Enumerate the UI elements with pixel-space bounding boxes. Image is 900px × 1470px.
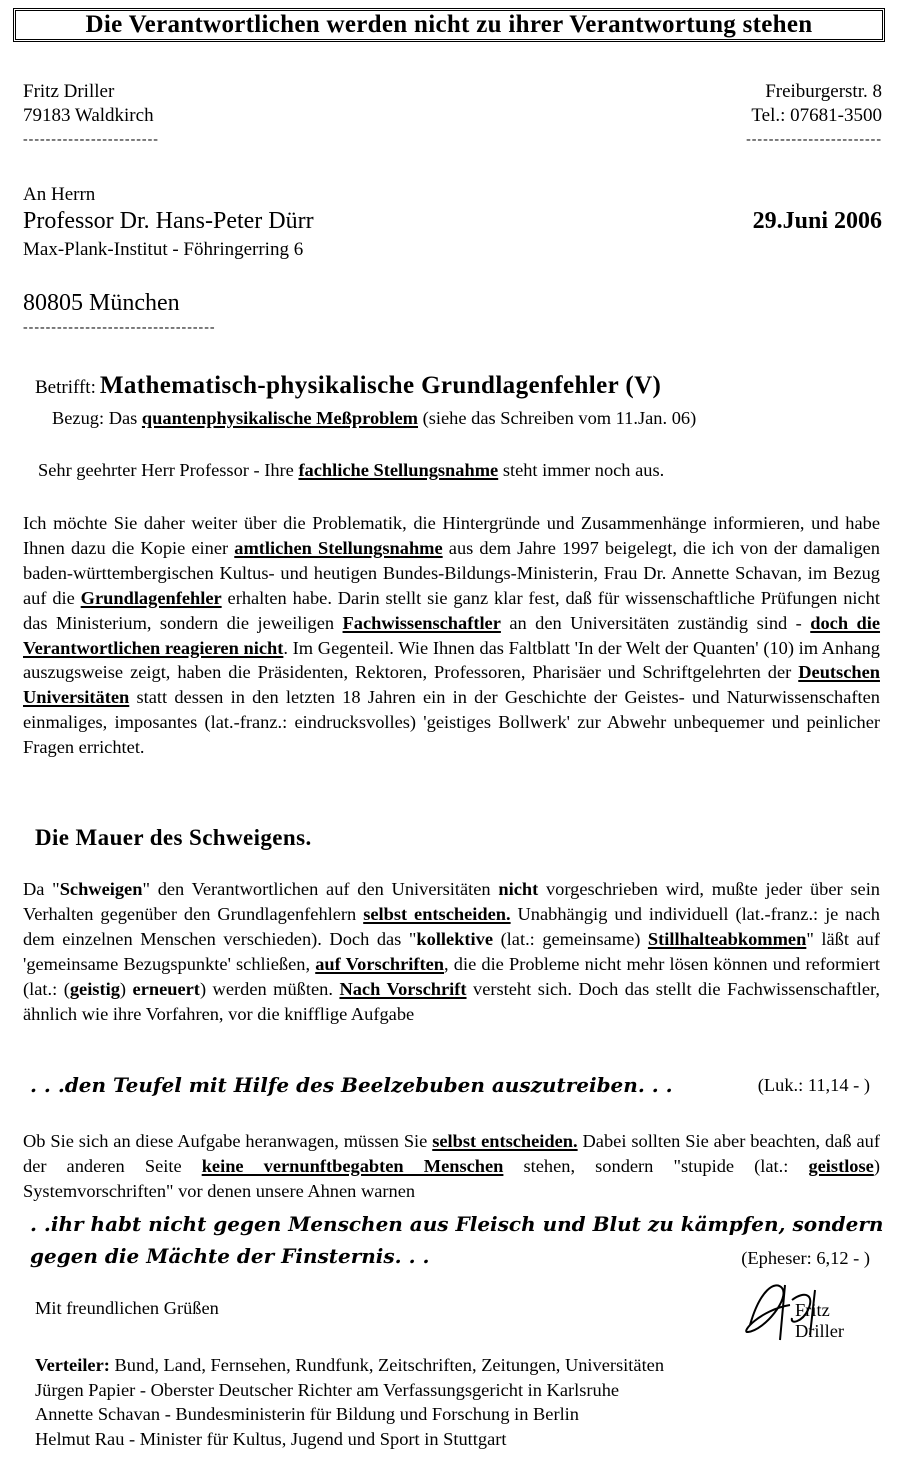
p2-text-a: Da " [23, 879, 60, 899]
reference-post: (siehe das Schreiben vom 11.Jan. 06) [422, 408, 697, 428]
sender-city: 79183 Waldkirch [23, 105, 154, 126]
p1-text-f: statt dessen in den letzten 18 Jahren ein in der Geschichte der Geistes- und Naturwissenschaften einmaliges, imposantes (lat.-franz.: eindrucksvolles) 'geistiges Bollwerk' zur Abwehr unbequemer und peinlicher Fragen errichtet. [23, 687, 880, 758]
greeting-post: steht immer noch aus. [502, 460, 665, 480]
p2-b2: nicht [498, 879, 539, 899]
p3-text-a: Ob Sie sich an diese Aufgabe heranwagen, müssen Sie [23, 1131, 428, 1151]
p2-text-h: ) werden müßten. [199, 978, 333, 999]
signature [720, 1270, 880, 1350]
p2-text-b: " den Verantwortlichen auf den Universitäten [142, 879, 491, 899]
p1-u1: amtlichen Stellungsnahme [234, 537, 443, 558]
subject-label: Betrifft: [35, 377, 96, 398]
signature-name: Fritz Driller [795, 1300, 845, 1341]
paragraph-3 [23, 1129, 880, 1204]
distribution-line-4: Helmut Rau - Minister für Kultus, Jugend und Sport in Stuttgart [35, 1428, 507, 1449]
p2-text-e: (lat.: gemeinsame) [500, 928, 641, 949]
reference-topic: quantenphysikalische Meßproblem [141, 408, 419, 428]
p2-b1: Schweigen [59, 879, 143, 899]
p1-text-d: an den Universitäten zuständig sind - [509, 612, 802, 633]
p3-text-b: Dabei sollten Sie aber beachten, daß auf der anderen Seite [23, 1131, 880, 1176]
subject-line [35, 372, 661, 400]
p2-text-i: versteht sich. Doch das stellt die Fachwissenschaftler, ähnlich wie ihre Vorfahren, vor die knifflige Aufgabe [23, 978, 880, 1024]
distribution-line1: Bund, Land, Fernsehen, Rundfunk, Zeitschriften, Zeitungen, Universitäten [114, 1355, 665, 1375]
p1-text-c: erhalten habe. Darin stellt sie ganz klar fest, daß für wissenschaftliche Prüfungen nicht das Ministerium, sondern die jeweiligen [23, 587, 880, 633]
p2-text-g: , die die Probleme nicht mehr lösen können und reformiert (lat.: ( [23, 953, 880, 999]
p3-u1: selbst entscheiden. [432, 1131, 578, 1151]
p1-text-e: . Im Gegenteil. Wie Ihnen das Faltblatt 'In der Welt der Quanten' (10) im Anhang auszugsweise zeigt, haben die Präsidenten, Rektoren, Professoren, Pharisäer und Schriftgelehrten der [23, 637, 880, 683]
reference-pre: Das [108, 408, 138, 428]
paragraph-2: Da "Schweigen" den Verantwortlichen auf den Universitäten nicht vorgeschrieben wird, mußte jeder über sein Verhalten gegenüber den Grundlagenfehlern selbst entscheiden. Unabhängig und individuell (lat.-franz.: je nach dem einzelnen Menschen verschieden). Doch das "kollektive (lat.: gemeinsame) Stillhalteabkommen" läßt auf 'gemeinsame Bezugspunkte' schließen, auf Vorschriften, die die Probleme nicht mehr lösen können und reformiert (lat.: (geistig) erneuert) werden müßten. Nach Vorschrift versteht sich. Doch das stellt die Fachwissenschaftler, ähnlich wie ihre Vorfahren, vor die knifflige Aufgabe [23, 879, 881, 1024]
p1-u2: Grundlagenfehler [80, 587, 222, 608]
p3-text-c: stehen, sondern "stupide (lat.: [523, 1155, 789, 1176]
p2-u4: Nach Vorschrift [339, 978, 467, 999]
sender-name: Fritz Driller [23, 81, 115, 102]
subject-text: Mathematisch-physikalische Grundlagenfehler (V) [99, 372, 662, 399]
p3-u2: keine vernunftbegabten Menschen [201, 1155, 504, 1176]
p2-b4: geistig [69, 978, 120, 999]
closing: Mit freundlichen Grüßen [35, 1298, 219, 1318]
quote-luke: . . .den Teufel mit Hilfe des Beelzebuben auszutreiben. . . [30, 1073, 673, 1097]
quote-ephesians-2: gegen die Mächte der Finsternis. . . [30, 1244, 430, 1268]
p3-text-d: ) Systemvorschriften" vor denen unsere Ahnen warnen [23, 1155, 880, 1201]
distribution-label: Verteiler: [35, 1355, 110, 1375]
p1-u3: Fachwissenschaftler [342, 612, 501, 633]
greeting [38, 460, 664, 481]
recipient-institute: Max-Plank-Institut - Föhringerring 6 [23, 239, 304, 260]
p2-b3: kollektive [416, 928, 494, 949]
p1-u5: Deutschen Universitäten [23, 662, 880, 708]
distribution-line-1 [35, 1353, 664, 1378]
paragraph-1 [23, 511, 880, 760]
reference-label: Bezug: [52, 408, 105, 428]
sender-phone: Tel.: 07681-3500 [751, 105, 882, 126]
quote-ephesians-1: . .ihr habt nicht gegen Menschen aus Fleisch und Blut zu kämpfen, sondern [30, 1212, 884, 1236]
p1-u4: doch die Verantwortlichen reagieren nicht [23, 612, 881, 658]
p2-b5: erneuert [132, 978, 200, 999]
letter-date: 29.Juni 2006 [752, 208, 882, 234]
distribution [35, 1353, 664, 1451]
p2-text-c: vorgeschrieben wird, mußte jeder über sein Verhalten gegenüber den Grundlagenfehlern [23, 879, 881, 924]
distribution-line-3: Annette Schavan - Bundesministerin für Bildung und Forschung in Berlin [35, 1404, 579, 1424]
p2-text-d: Unabhängig und individuell (lat.-franz.: je nach dem einzelnen Menschen verschieden). Doch das " [23, 903, 880, 949]
recipient-city: 80805 München [23, 290, 180, 316]
letter-title: Die Verantwortlichen werden nicht zu ihrer Verantwortung stehen [13, 8, 885, 42]
recipient-name: Professor Dr. Hans-Peter Dürr [23, 208, 314, 234]
distribution-line-2: Jürgen Papier - Oberster Deutscher Richter am Verfassungsgericht in Karlsruhe [35, 1379, 620, 1400]
quote-ephesians-ref: (Epheser: 6,12 - ) [741, 1248, 870, 1268]
p1-text-b: aus dem Jahre 1997 beigelegt, die ich von der damaligen baden-württembergischen Kultus- und heutigen Bundes-Bildungs-Ministerin, Frau Dr. Annette Schavan, im Bezug auf die [23, 537, 880, 608]
quote-luke-ref: (Luk.: 11,14 - ) [757, 1075, 870, 1095]
greeting-highlight: fachliche Stellungsnahme [298, 460, 499, 480]
p2-u1: selbst entscheiden. [363, 903, 511, 924]
recipient-salutation: An Herrn [23, 184, 96, 205]
p1-text-a: Ich möchte Sie daher weiter über die Problematik, die Hintergründe und Zusammenhänge informieren, und habe Ihnen dazu die Kopie einer [23, 513, 880, 558]
p2-text-f: " läßt auf 'gemeinsame Bezugspunkte' schließen, [23, 928, 880, 974]
reference-line [52, 408, 696, 429]
p2-u3: auf Vorschriften [315, 953, 445, 974]
recipient-dashes: ---------------------------------- [23, 320, 216, 335]
p3-u3: geistlose [808, 1155, 874, 1176]
sender-dashes-right: ------------------------ [746, 132, 882, 147]
greeting-pre: Sehr geehrter Herr Professor - Ihre [38, 460, 294, 480]
section-heading: Die Mauer des Schweigens. [35, 825, 312, 850]
p2-u2: Stillhalteabkommen [647, 928, 807, 949]
sender-dashes-left: ------------------------ [23, 132, 159, 147]
sender-street: Freiburgerstr. 8 [765, 81, 882, 102]
